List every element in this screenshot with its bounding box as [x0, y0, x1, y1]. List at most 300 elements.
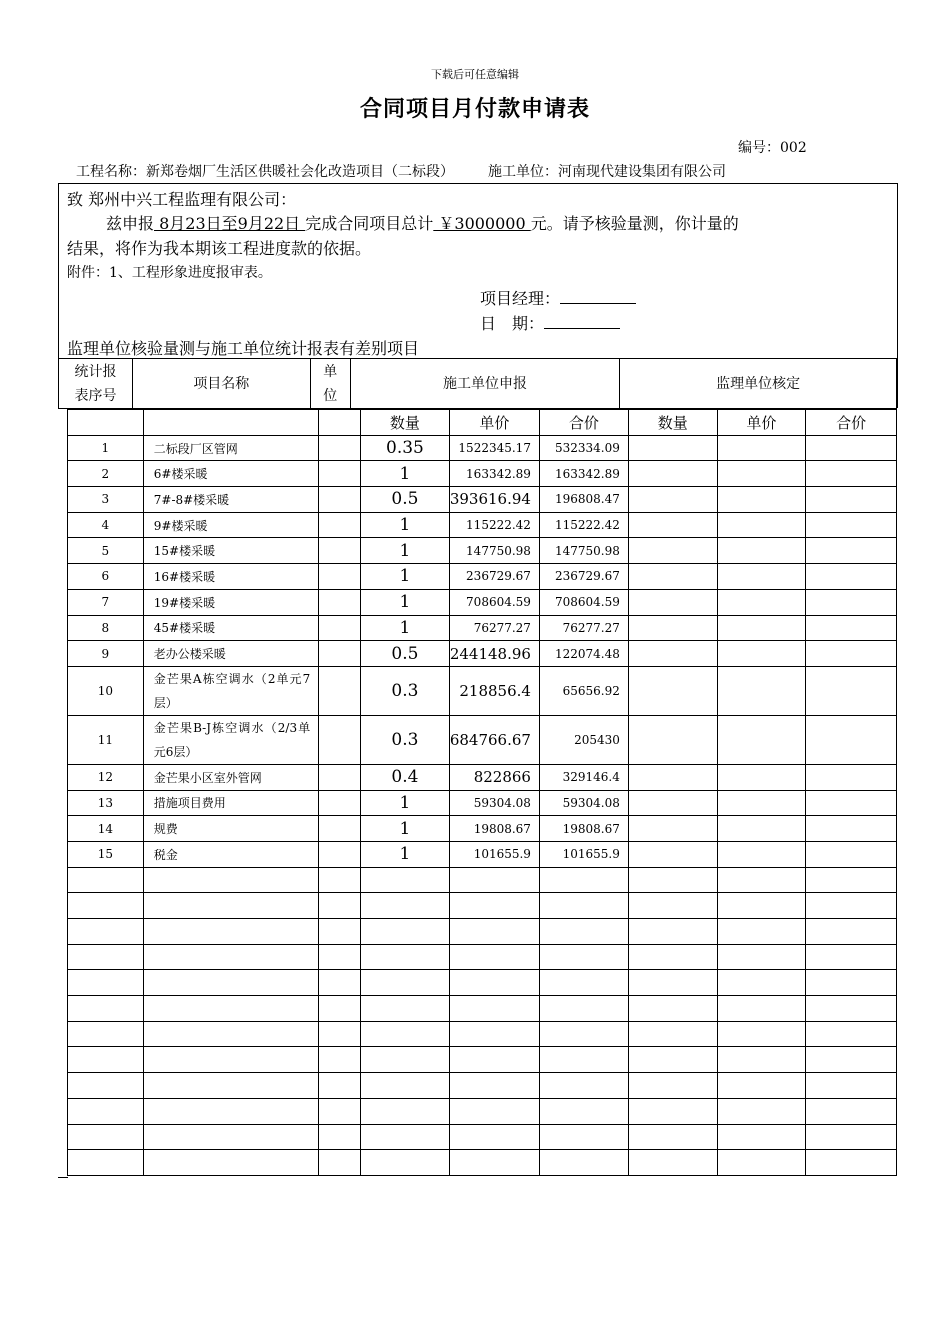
row-verified-price	[717, 589, 806, 615]
table-header-group	[58, 358, 897, 409]
empty-cell	[68, 867, 144, 893]
table-row	[68, 487, 897, 513]
empty-cell	[319, 1073, 361, 1099]
empty-cell	[143, 996, 318, 1022]
row-verified-qty	[628, 435, 717, 461]
empty-cell	[717, 1150, 806, 1176]
subheader-verified-price: 单价	[717, 410, 806, 436]
statement-prefix: 兹申报	[106, 214, 155, 233]
empty-cell	[539, 996, 628, 1022]
row-item-name: 19#楼采暖	[143, 589, 318, 615]
subheader-blank-unit	[319, 410, 361, 436]
subheader-total: 合价	[539, 410, 628, 436]
row-number: 13	[68, 790, 144, 816]
empty-cell	[806, 1047, 897, 1073]
row-verified-total	[806, 666, 897, 715]
header-supervisor: 监理单位核定	[620, 359, 897, 409]
row-unit-price: 147750.98	[449, 538, 539, 564]
empty-cell	[806, 944, 897, 970]
empty-cell	[143, 1098, 318, 1124]
table-row	[68, 435, 897, 461]
empty-table-row	[68, 893, 897, 919]
row-qty: 0.3	[361, 666, 450, 715]
row-verified-qty	[628, 641, 717, 667]
row-total: 115222.42	[539, 512, 628, 538]
empty-cell	[717, 1021, 806, 1047]
empty-cell	[68, 996, 144, 1022]
attachment-note: 附件：1、工程形象进度报审表。	[67, 265, 272, 281]
row-unit	[319, 615, 361, 641]
empty-cell	[449, 1073, 539, 1099]
empty-cell	[449, 970, 539, 996]
row-unit-price: 101655.9	[449, 841, 539, 867]
row-verified-qty	[628, 816, 717, 842]
table-row	[68, 841, 897, 867]
row-qty: 1	[361, 615, 450, 641]
empty-cell	[717, 1073, 806, 1099]
row-number: 15	[68, 841, 144, 867]
contractor-label: 施工单位：	[488, 164, 558, 180]
row-unit	[319, 764, 361, 790]
manager-signature	[480, 286, 636, 309]
row-number: 11	[68, 715, 144, 764]
empty-cell	[319, 996, 361, 1022]
row-verified-qty	[628, 841, 717, 867]
row-verified-qty	[628, 764, 717, 790]
empty-cell	[806, 1150, 897, 1176]
empty-cell	[628, 970, 717, 996]
row-qty: 1	[361, 461, 450, 487]
empty-cell	[449, 944, 539, 970]
manager-label: 项目经理：	[480, 289, 561, 308]
empty-cell	[628, 867, 717, 893]
empty-cell	[717, 919, 806, 945]
table-row	[68, 715, 897, 764]
table-row	[68, 512, 897, 538]
empty-cell	[539, 1150, 628, 1176]
row-total: 147750.98	[539, 538, 628, 564]
row-unit-price: 236729.67	[449, 564, 539, 590]
row-unit-price: 1522345.17	[449, 435, 539, 461]
empty-cell	[319, 1021, 361, 1047]
row-verified-total	[806, 764, 897, 790]
empty-cell	[717, 867, 806, 893]
row-verified-price	[717, 564, 806, 590]
empty-cell	[806, 867, 897, 893]
empty-cell	[68, 1124, 144, 1150]
row-unit-price: 822866	[449, 764, 539, 790]
row-verified-qty	[628, 512, 717, 538]
row-total: 196808.47	[539, 487, 628, 513]
page-title: 合同项目月付款申请表	[359, 96, 590, 122]
row-qty: 1	[361, 538, 450, 564]
empty-cell	[68, 1021, 144, 1047]
date-label: 日 期：	[480, 314, 545, 333]
statement-continuation: 结果，将作为我本期该工程进度款的依据。	[67, 239, 372, 258]
empty-cell	[143, 919, 318, 945]
row-verified-total	[806, 512, 897, 538]
empty-cell	[806, 919, 897, 945]
row-unit	[319, 564, 361, 590]
row-item-name: 金芒果小区室外管网	[143, 764, 318, 790]
empty-cell	[361, 919, 450, 945]
row-item-name: 规费	[143, 816, 318, 842]
empty-cell	[539, 1073, 628, 1099]
empty-cell	[717, 1047, 806, 1073]
row-number: 5	[68, 538, 144, 564]
empty-cell	[361, 970, 450, 996]
row-verified-price	[717, 538, 806, 564]
subheader-blank-name	[143, 410, 318, 436]
empty-cell	[806, 1073, 897, 1099]
empty-cell	[361, 1047, 450, 1073]
empty-cell	[628, 1021, 717, 1047]
empty-cell	[539, 1047, 628, 1073]
empty-cell	[361, 996, 450, 1022]
subheader-verified-qty: 数量	[628, 410, 717, 436]
row-number: 14	[68, 816, 144, 842]
row-unit-price: 684766.67	[449, 715, 539, 764]
row-verified-price	[717, 461, 806, 487]
row-unit	[319, 841, 361, 867]
row-item-name: 金芒果B-J栋空调水（2/3单元6层）	[143, 715, 318, 764]
row-total: 76277.27	[539, 615, 628, 641]
empty-cell	[319, 867, 361, 893]
row-verified-price	[717, 816, 806, 842]
empty-cell	[143, 944, 318, 970]
row-verified-total	[806, 615, 897, 641]
empty-cell	[143, 970, 318, 996]
empty-cell	[628, 944, 717, 970]
empty-cell	[319, 1150, 361, 1176]
row-item-name: 9#楼采暖	[143, 512, 318, 538]
empty-cell	[361, 1021, 450, 1047]
empty-cell	[449, 1098, 539, 1124]
empty-table-row	[68, 996, 897, 1022]
header-unit: 单位	[310, 359, 350, 409]
reporting-period: 8月23日至9月22日	[154, 214, 306, 233]
row-qty: 1	[361, 841, 450, 867]
empty-table-row	[68, 1124, 897, 1150]
row-verified-total	[806, 564, 897, 590]
row-verified-price	[717, 764, 806, 790]
empty-cell	[717, 1124, 806, 1150]
row-number: 9	[68, 641, 144, 667]
row-unit-price: 19808.67	[449, 816, 539, 842]
row-unit-price: 76277.27	[449, 615, 539, 641]
table-row	[68, 615, 897, 641]
project-label: 工程名称：	[76, 164, 146, 180]
empty-cell	[628, 1150, 717, 1176]
row-unit	[319, 512, 361, 538]
row-total: 205430	[539, 715, 628, 764]
row-verified-total	[806, 841, 897, 867]
row-qty: 1	[361, 790, 450, 816]
row-qty: 0.5	[361, 487, 450, 513]
subheader-blank-seq	[68, 410, 144, 436]
row-verified-total	[806, 461, 897, 487]
row-unit	[319, 461, 361, 487]
empty-cell	[449, 867, 539, 893]
empty-cell	[806, 1124, 897, 1150]
row-item-name: 老办公楼采暖	[143, 641, 318, 667]
row-number: 1	[68, 435, 144, 461]
header-item-name: 项目名称	[132, 359, 310, 409]
empty-cell	[449, 996, 539, 1022]
row-item-name: 45#楼采暖	[143, 615, 318, 641]
empty-cell	[539, 944, 628, 970]
row-item-name: 7#-8#楼采暖	[143, 487, 318, 513]
row-unit-price: 393616.94	[449, 487, 539, 513]
row-item-name: 税金	[143, 841, 318, 867]
empty-cell	[539, 867, 628, 893]
row-number: 8	[68, 615, 144, 641]
empty-cell	[628, 996, 717, 1022]
row-verified-total	[806, 715, 897, 764]
empty-cell	[539, 970, 628, 996]
subheader-price: 单价	[449, 410, 539, 436]
empty-cell	[806, 893, 897, 919]
table-row	[68, 666, 897, 715]
row-verified-price	[717, 615, 806, 641]
row-number: 12	[68, 764, 144, 790]
row-unit	[319, 715, 361, 764]
empty-cell	[539, 1124, 628, 1150]
empty-cell	[143, 1150, 318, 1176]
empty-table-row	[68, 1021, 897, 1047]
project-name: 新郑卷烟厂生活区供暖社会化改造项目（二标段）	[146, 164, 454, 180]
table-row	[68, 816, 897, 842]
row-verified-qty	[628, 615, 717, 641]
empty-cell	[717, 893, 806, 919]
row-item-name: 二标段厂区管网	[143, 435, 318, 461]
row-number: 3	[68, 487, 144, 513]
row-unit-price: 59304.08	[449, 790, 539, 816]
empty-cell	[143, 1047, 318, 1073]
difference-title: 监理单位核验量测与施工单位统计报表有差别项目	[67, 339, 420, 358]
row-verified-total	[806, 641, 897, 667]
empty-cell	[539, 893, 628, 919]
empty-cell	[68, 1073, 144, 1099]
row-total: 532334.09	[539, 435, 628, 461]
empty-cell	[806, 996, 897, 1022]
row-total: 708604.59	[539, 589, 628, 615]
empty-cell	[361, 1124, 450, 1150]
row-qty: 0.35	[361, 435, 450, 461]
row-verified-total	[806, 538, 897, 564]
empty-cell	[319, 1098, 361, 1124]
row-unit	[319, 538, 361, 564]
row-unit-price: 708604.59	[449, 589, 539, 615]
row-item-name: 金芒果A栋空调水（2单元7层）	[143, 666, 318, 715]
empty-cell	[68, 893, 144, 919]
row-total: 329146.4	[539, 764, 628, 790]
row-unit-price: 115222.42	[449, 512, 539, 538]
row-total: 122074.48	[539, 641, 628, 667]
row-unit	[319, 666, 361, 715]
row-verified-price	[717, 487, 806, 513]
row-unit	[319, 487, 361, 513]
row-verified-qty	[628, 715, 717, 764]
row-verified-qty	[628, 790, 717, 816]
empty-cell	[68, 1047, 144, 1073]
empty-cell	[319, 944, 361, 970]
empty-cell	[68, 1150, 144, 1176]
row-qty: 1	[361, 589, 450, 615]
row-verified-qty	[628, 461, 717, 487]
header-seq: 统计报表序号	[59, 359, 133, 409]
row-qty: 0.5	[361, 641, 450, 667]
empty-cell	[361, 867, 450, 893]
empty-cell	[628, 1073, 717, 1099]
row-verified-price	[717, 435, 806, 461]
empty-cell	[319, 1124, 361, 1150]
empty-cell	[539, 1098, 628, 1124]
row-qty: 1	[361, 816, 450, 842]
payment-items-table	[67, 409, 897, 1176]
row-item-name: 16#楼采暖	[143, 564, 318, 590]
row-verified-price	[717, 715, 806, 764]
serial-label: 编号：	[738, 140, 780, 156]
row-item-name: 6#楼采暖	[143, 461, 318, 487]
statement-suffix: 元。请予核验量测，你计量的	[530, 214, 739, 233]
row-total: 101655.9	[539, 841, 628, 867]
empty-cell	[143, 1021, 318, 1047]
row-verified-total	[806, 435, 897, 461]
empty-cell	[717, 944, 806, 970]
empty-cell	[361, 1073, 450, 1099]
empty-cell	[628, 1098, 717, 1124]
row-unit	[319, 589, 361, 615]
empty-cell	[361, 1098, 450, 1124]
row-item-name: 15#楼采暖	[143, 538, 318, 564]
empty-cell	[319, 1047, 361, 1073]
row-number: 4	[68, 512, 144, 538]
row-total: 19808.67	[539, 816, 628, 842]
row-verified-total	[806, 816, 897, 842]
header-contractor: 施工单位申报	[350, 359, 620, 409]
empty-table-row	[68, 970, 897, 996]
row-number: 2	[68, 461, 144, 487]
row-verified-price	[717, 641, 806, 667]
empty-cell	[628, 893, 717, 919]
empty-table-row	[68, 867, 897, 893]
row-unit-price: 163342.89	[449, 461, 539, 487]
row-verified-price	[717, 790, 806, 816]
row-unit-price: 244148.96	[449, 641, 539, 667]
empty-cell	[68, 919, 144, 945]
empty-cell	[806, 970, 897, 996]
subheader-qty: 数量	[361, 410, 450, 436]
row-qty: 1	[361, 512, 450, 538]
empty-cell	[449, 1150, 539, 1176]
empty-cell	[539, 1021, 628, 1047]
application-statement	[106, 211, 739, 234]
row-total: 236729.67	[539, 564, 628, 590]
row-unit	[319, 816, 361, 842]
row-verified-price	[717, 512, 806, 538]
empty-table-row	[68, 1073, 897, 1099]
row-qty: 1	[361, 564, 450, 590]
empty-cell	[806, 1021, 897, 1047]
row-verified-qty	[628, 538, 717, 564]
empty-cell	[628, 1124, 717, 1150]
table-row	[68, 564, 897, 590]
empty-cell	[143, 867, 318, 893]
empty-cell	[449, 1047, 539, 1073]
row-verified-total	[806, 487, 897, 513]
table-row	[68, 641, 897, 667]
bottom-margin-line	[58, 1177, 68, 1178]
empty-cell	[628, 919, 717, 945]
row-number: 7	[68, 589, 144, 615]
empty-cell	[628, 1047, 717, 1073]
table-row	[68, 764, 897, 790]
row-total: 59304.08	[539, 790, 628, 816]
row-verified-qty	[628, 666, 717, 715]
empty-cell	[449, 1124, 539, 1150]
row-number: 6	[68, 564, 144, 590]
table-row	[68, 589, 897, 615]
manager-blank[interactable]	[560, 302, 636, 304]
empty-cell	[539, 919, 628, 945]
subheader-verified-total: 合价	[806, 410, 897, 436]
row-qty: 0.3	[361, 715, 450, 764]
empty-cell	[361, 1150, 450, 1176]
empty-cell	[68, 970, 144, 996]
serial-number	[738, 137, 807, 157]
row-number: 10	[68, 666, 144, 715]
empty-cell	[449, 893, 539, 919]
row-total: 65656.92	[539, 666, 628, 715]
empty-table-row	[68, 944, 897, 970]
row-verified-qty	[628, 589, 717, 615]
statement-middle: 完成合同项目总计	[305, 214, 434, 233]
row-item-name: 措施项目费用	[143, 790, 318, 816]
row-unit	[319, 435, 361, 461]
empty-table-row	[68, 1098, 897, 1124]
empty-cell	[361, 944, 450, 970]
project-info-line	[76, 161, 726, 181]
table-row	[68, 538, 897, 564]
row-unit-price: 218856.4	[449, 666, 539, 715]
row-qty: 0.4	[361, 764, 450, 790]
row-total: 163342.89	[539, 461, 628, 487]
row-verified-qty	[628, 487, 717, 513]
empty-cell	[717, 970, 806, 996]
empty-cell	[319, 919, 361, 945]
empty-cell	[806, 1098, 897, 1124]
row-verified-price	[717, 666, 806, 715]
empty-table-row	[68, 1047, 897, 1073]
empty-cell	[319, 893, 361, 919]
row-verified-qty	[628, 564, 717, 590]
row-verified-price	[717, 841, 806, 867]
empty-cell	[449, 1021, 539, 1047]
row-unit	[319, 790, 361, 816]
empty-cell	[717, 996, 806, 1022]
empty-cell	[717, 1098, 806, 1124]
empty-table-row	[68, 1150, 897, 1176]
empty-cell	[143, 1073, 318, 1099]
date-signature	[480, 311, 620, 334]
contractor-name: 河南现代建设集团有限公司	[558, 164, 726, 180]
empty-cell	[143, 1124, 318, 1150]
row-verified-total	[806, 790, 897, 816]
addressee: 致 郑州中兴工程监理有限公司：	[67, 190, 297, 209]
date-blank[interactable]	[544, 327, 620, 329]
row-unit	[319, 641, 361, 667]
